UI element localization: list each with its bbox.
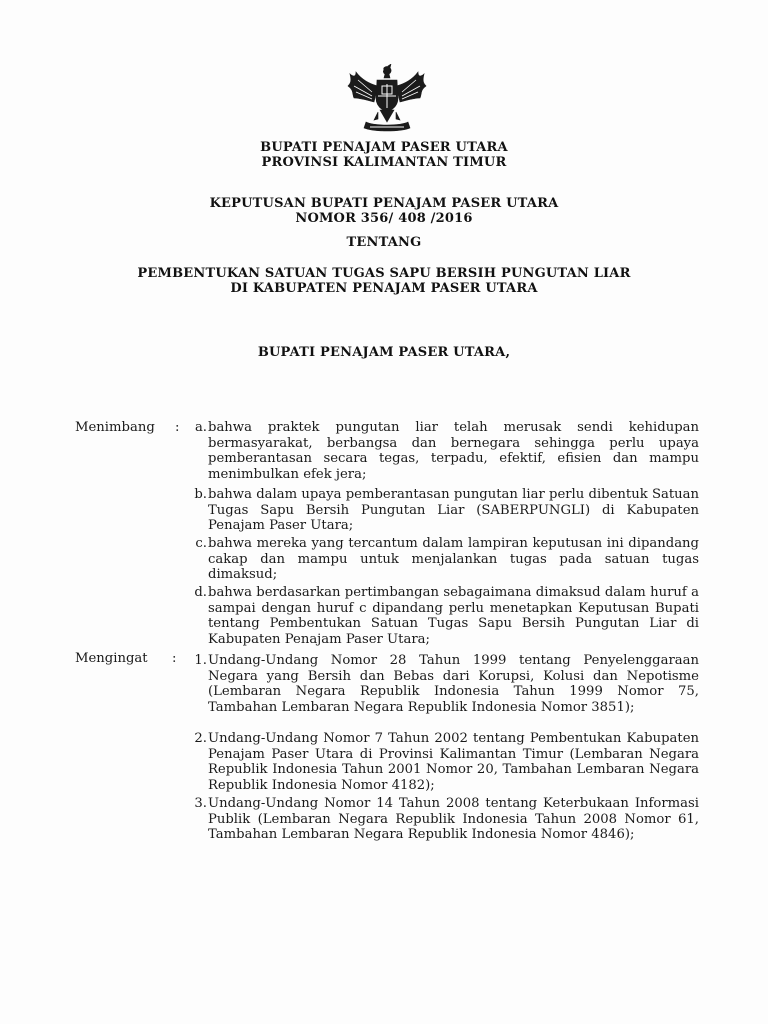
clause-text: bahwa praktek pungutan liar telah merusak sendi kehidupan bermasyarakat, berbangsa dan bernegara sehingga perlu upaya pemberantasan secara tegas, terpadu, efektif, efisien dan mampu menimbulkan efek jera; xyxy=(208,420,699,482)
bupati-label: BUPATI PENAJAM PASER UTARA, xyxy=(257,345,511,360)
clause-text: bahwa berdasarkan pertimbangan sebagaimana dimaksud dalam huruf a sampai dengan huruf c dipandang perlu menetapkan Keputusan Bupati tentang Pembentukan Satuan Tugas Sapu Bersih Pungutan Liar di Kabupaten Penajam Paser Utara; xyxy=(208,585,699,647)
issuer-heading xyxy=(0,140,768,170)
clause-text: bahwa dalam upaya pemberantasan pungutan liar perlu dibentuk Satuan Tugas Sapu Bersih Pungutan Liar (SABERPUNGLI) di Kabupaten Penajam Paser Utara; xyxy=(208,487,699,534)
issuer-line-2: PROVINSI KALIMANTAN TIMUR xyxy=(261,155,507,170)
clause-marker: a. xyxy=(194,420,207,435)
menimbang-item-a xyxy=(183,420,699,482)
bupati-heading xyxy=(0,345,768,360)
clause-marker: 3. xyxy=(194,796,207,811)
clause-marker: b. xyxy=(194,487,207,502)
clause-marker: 2. xyxy=(194,731,207,746)
clause-marker: c. xyxy=(195,536,207,551)
menimbang-item-d xyxy=(183,585,699,647)
menimbang-item-b xyxy=(183,487,699,534)
decree-title-line-1: KEPUTUSAN BUPATI PENAJAM PASER UTARA xyxy=(209,196,559,211)
clause-marker: d. xyxy=(194,585,207,600)
clause-text: Undang-Undang Nomor 7 Tahun 2002 tentang Pembentukan Kabupaten Penajam Paser Utara di Provinsi Kalimantan Timur (Lembaran Negara Republik Indonesia Tahun 2001 Nomor 20, Tambahan Lembaran Negara Republik Indonesia Nomor 4182); xyxy=(208,731,699,793)
clause-text: Undang-Undang Nomor 14 Tahun 2008 tentang Keterbukaan Informasi Publik (Lembaran Negara Republik Indonesia Tahun 2008 Nomor 61, Tambahan Lembaran Negara Republik Indonesia Nomor 4846); xyxy=(208,796,699,843)
mengingat-item-3 xyxy=(183,796,699,843)
mengingat-item-1 xyxy=(183,653,699,715)
decree-title xyxy=(0,196,768,226)
clause-text: Undang-Undang Nomor 28 Tahun 1999 tentang Penyelenggaraan Negara yang Bersih dan Bebas dari Korupsi, Kolusi dan Nepotisme (Lembaran Negara Republik Indonesia Tahun 1999 Nomor 75, Tambahan Lembaran Negara Republik Indonesia Nomor 3851); xyxy=(208,653,699,715)
clause-marker: 1. xyxy=(194,653,207,668)
menimbang-colon: : xyxy=(175,420,180,435)
tentang-label: TENTANG xyxy=(346,235,422,250)
subject-heading xyxy=(0,266,768,296)
mengingat-colon: : xyxy=(172,651,177,666)
menimbang-item-c xyxy=(183,536,699,583)
mengingat-item-2 xyxy=(183,731,699,793)
garuda-emblem-icon xyxy=(344,64,430,134)
menimbang-label: Menimbang xyxy=(75,420,155,435)
issuer-line-1: BUPATI PENAJAM PASER UTARA xyxy=(260,140,508,155)
subject-line-1: PEMBENTUKAN SATUAN TUGAS SAPU BERSIH PUNGUTAN LIAR xyxy=(137,266,631,281)
subject-line-2: DI KABUPATEN PENAJAM PASER UTARA xyxy=(230,281,538,296)
mengingat-label: Mengingat xyxy=(75,651,148,666)
decree-number: NOMOR 356/ 408 /2016 xyxy=(295,211,473,226)
tentang-heading xyxy=(0,235,768,250)
clause-text: bahwa mereka yang tercantum dalam lampiran keputusan ini dipandang cakap dan mampu untuk menjalankan tugas pada satuan tugas dimaksud; xyxy=(208,536,699,583)
